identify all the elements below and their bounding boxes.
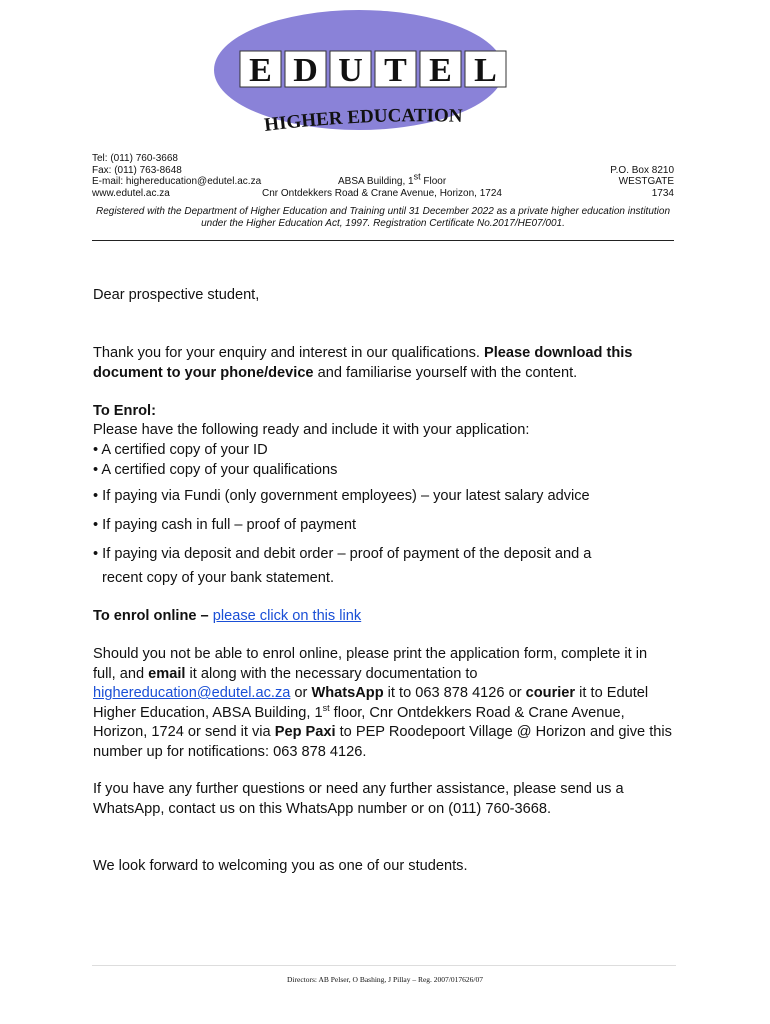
enrol-heading: To Enrol: bbox=[93, 403, 156, 419]
list-item: • If paying cash in full – proof of payment bbox=[93, 517, 357, 533]
enrol-online-link[interactable]: please click on this link bbox=[212, 608, 362, 624]
enrol-lead: Please have the following ready and include it with your application: bbox=[93, 422, 530, 438]
list-item: • If paying via deposit and debit order – proof of payment of the deposit and a bbox=[93, 546, 592, 562]
logo-letter: D bbox=[293, 52, 318, 89]
contact-block bbox=[92, 153, 674, 199]
list-item: • A certified copy of your qualifications bbox=[93, 462, 338, 478]
logo-letter: U bbox=[338, 52, 363, 89]
closing: We look forward to welcoming you as one of our students. bbox=[93, 858, 468, 874]
email-text: E-mail: highereducation@edutel.ac.za bbox=[92, 176, 262, 187]
header-divider bbox=[92, 240, 674, 241]
logo-letter: T bbox=[384, 52, 407, 89]
fax: Fax: (011) 763-8648 bbox=[92, 164, 182, 176]
greeting: Dear prospective student, bbox=[93, 287, 260, 303]
list-item-continuation: recent copy of your bank statement. bbox=[102, 570, 335, 586]
list-item: • A certified copy of your ID bbox=[93, 442, 268, 458]
logo-letter: E bbox=[429, 52, 452, 89]
po-box: P.O. Box 8210 bbox=[610, 164, 674, 176]
offline-instructions: Should you not be able to enrol online, please print the application form, complete it in full, and email it along with the necessary documentation to highereducation@edutel.ac.za or WhatsApp it to 063 878 4126 or courier it to Edutel Higher Education, ABSA Building, 1st floor, Cnr Ontdekkers Road & Crane Avenue, Horizon, 1724 or send it via Pep Paxi to PEP Roodepoort Village @ Horizon and give this number up for notifications: 063 878 4126. bbox=[93, 646, 672, 760]
footer-directors: Directors: AB Pelser, O Bashing, J Pillay – Reg. 2007/017626/07 bbox=[287, 975, 483, 984]
city: WESTGATE bbox=[618, 176, 674, 187]
enrol-online: To enrol online – please click on this link bbox=[93, 608, 362, 624]
building: ABSA Building, 1st Floor bbox=[338, 171, 447, 187]
email-link[interactable]: highereducation@edutel.ac.za bbox=[93, 685, 291, 701]
website: www.edutel.ac.za bbox=[92, 187, 170, 199]
edutel-logo bbox=[0, 0, 770, 150]
intro-paragraph: Thank you for your enquiry and interest in our qualifications. Please download this document to your phone/device and familiarise yourself with the content. bbox=[93, 345, 633, 381]
registration-notice: Registered with the Department of Higher Education and Training until 31 December 2022 as a private higher education institution under the Higher Education Act, 1997. Registration Certificate No.2017/HE07/001. bbox=[95, 206, 671, 229]
list-item: • If paying via Fundi (only government employees) – your latest salary advice bbox=[93, 488, 590, 504]
tel: Tel: (011) 760-3668 bbox=[92, 153, 178, 164]
postal-code: 1734 bbox=[651, 187, 674, 199]
street-address: Cnr Ontdekkers Road & Crane Avenue, Horizon, 1724 bbox=[262, 187, 502, 199]
logo-letter: E bbox=[249, 52, 272, 89]
further-questions: If you have any further questions or need any further assistance, please send us a WhatsApp, contact us on this WhatsApp number or on (011) 760-3668. bbox=[93, 781, 624, 817]
footer-divider bbox=[92, 965, 676, 966]
logo-letter: L bbox=[474, 52, 497, 89]
logo-subtitle: HIGHER EDUCATION bbox=[263, 105, 463, 136]
